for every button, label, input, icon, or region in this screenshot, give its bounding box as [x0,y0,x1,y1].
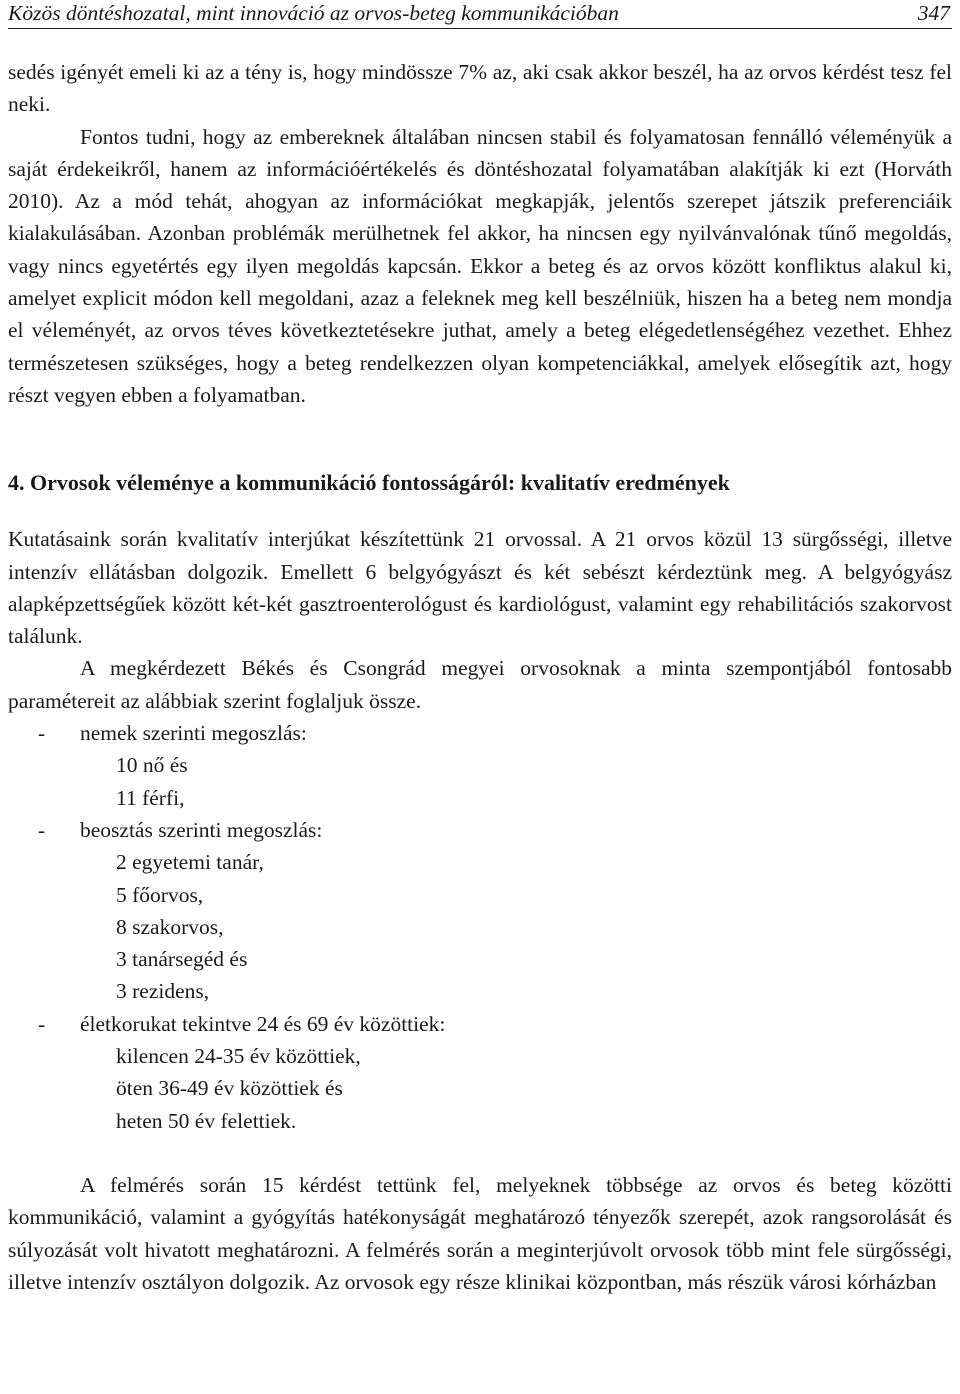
paragraph: A felmérés során 15 kérdést tettünk fel, melyeknek többsége az orvos és beteg közötti kommunikáció, valamint a gyógyítás hatékonyságát meghatározó tényezők szerepét, azok rangsorolását és súlyozását volt hivatott meghatározni. A felmérés során a meginterjúvolt orvosok több mint fele sürgősségi, illetve intenzív osztályon dolgozik. Az orvosok egy része klinikai központban, más részük városi kórházban [8,1172,952,1294]
list-dash: - [38,1011,46,1036]
section-heading: 4. Orvosok véleménye a kommunikáció fontosságáról: kvalitatív eredmények [8,470,730,496]
page-number: 347 [917,1,950,25]
sub-list-item: 2 egyetemi tanár, [116,850,264,875]
sub-list-item: kilencen 24-35 év közöttiek, [116,1044,361,1069]
sub-list [80,1040,952,1137]
paragraph: Kutatásaink során kvalitatív interjúkat készítettünk 21 orvossal. A 21 orvos közül 13 sürgősségi, illetve intenzív ellátásban dolgozik. Emellett 6 belgyógyászt és két sebészt kérdeztünk meg. A belgyógyász alapképzettségűek között két-két gasztroenterológust és kardiológust, valamint egy rehabilitációs szakorvost találunk. [8,527,952,649]
sub-list-item: 10 nő és [116,753,188,778]
list-item-label: életkorukat tekintve 24 és 69 év közöttiek: [80,1011,446,1036]
sub-list-item: 3 tanársegéd és [116,947,248,972]
running-title: Közös döntéshozatal, mint innováció az orvos-beteg kommunikációban [8,1,619,25]
sub-list-item: 5 főorvos, [116,882,204,907]
list-item [8,1008,952,1137]
list-dash: - [38,721,46,746]
sub-list-item: heten 50 év felettiek. [116,1108,297,1133]
paragraph: A megkérdezett Békés és Csongrád megyei orvosoknak a minta szempontjából fontosabb paramétereit az alábbiak szerint foglaljuk össze. [8,656,952,713]
list-item-label: beosztás szerinti megoszlás: [80,817,323,842]
paragraph: sedés igényét emeli ki az a tény is, hogy mindössze 7% az, aki csak akkor beszél, ha az orvos kérdést tesz fel neki. [8,60,952,117]
paragraph: Fontos tudni, hogy az embereknek általában nincsen stabil és folyamatosan fennálló véleményük a saját érdekeikről, hanem az információértékelés és döntéshozatal folyamatában alakítják ki ezt (Horváth 2010). Az a mód tehát, ahogyan az információkat megkapják, jelentős szerepet játszik preferenciáik kialakulásában. Azonban problémák merülhetnek fel akkor, ha nincsen egy nyilvánvalónak tűnő megoldás, vagy nincs egyetértés egy ilyen megoldás kapcsán. Ekkor a beteg és az orvos között konfliktus alakul ki, amelyet explicit módon kell megoldani, azaz a feleknek meg kell beszélniük, hiszen ha a beteg nem mondja el véleményét, az orvos téves következtetésekre juthat, amely a beteg elégedetlenségéhez vezethet. Ehhez természetesen szükséges, hogy a beteg rendelkezzen olyan kompetenciákkal, amelyek elősegítik azt, hogy részt vegyen ebben a folyamatban. [8,124,952,407]
sub-list [80,846,952,1007]
sub-list [80,749,952,814]
sub-list-item: öten 36-49 év közöttiek és [116,1076,343,1101]
sub-list-item: 11 férfi, [116,785,185,810]
list-dash: - [38,817,46,842]
list-item [8,814,952,1008]
running-header [8,0,952,29]
sub-list-item: 3 rezidens, [116,979,210,1004]
list-item-label: nemek szerinti megoszlás: [80,721,307,746]
page-body [8,56,952,1298]
sample-parameters-list [8,717,952,1137]
sub-list-item: 8 szakorvos, [116,914,224,939]
list-item [8,717,952,814]
